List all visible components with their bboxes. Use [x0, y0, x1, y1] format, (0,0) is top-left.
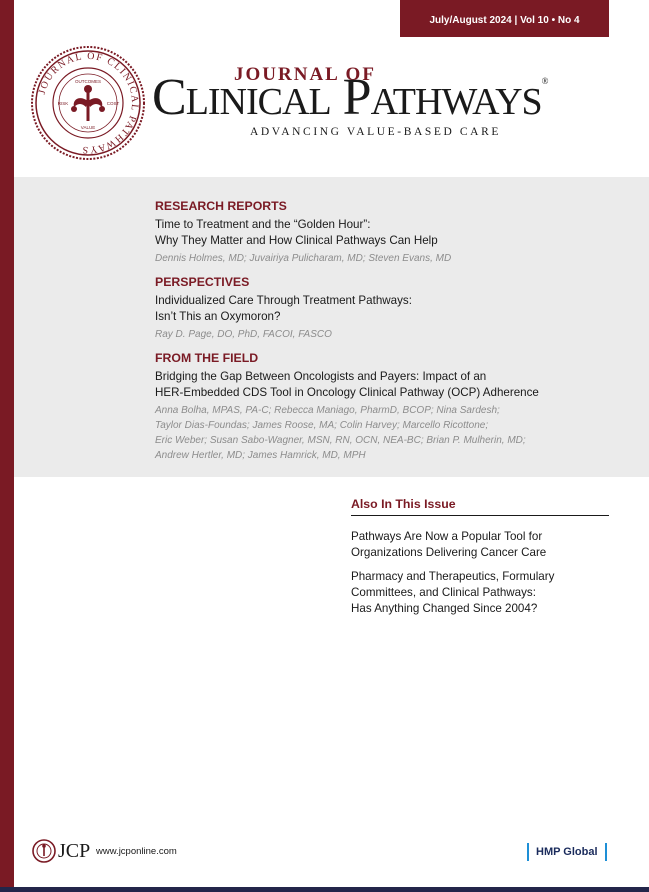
hmp-global-text: HMP Global	[536, 846, 598, 858]
toc-author-line: Anna Bolha, MPAS, PA-C; Rebecca Maniago, PharmD, BCOP; Nina Sardesh;	[155, 405, 500, 416]
seal-inner-bottom: VALUE	[80, 125, 96, 130]
toc-article-title-line[interactable]: Why They Matter and How Clinical Pathways Can Help	[155, 234, 438, 247]
also-article-line: Pathways Are Now a Popular Tool for	[351, 530, 543, 543]
spine-bar	[0, 0, 14, 892]
seal-ring-text: JOURNAL OF CLINICAL PATHWAYS	[36, 50, 141, 156]
toc-section	[155, 351, 615, 463]
seal-inner-left: RISK	[57, 101, 69, 106]
toc-article-title-line[interactable]: Individualized Care Through Treatment Pathways:	[155, 294, 412, 307]
toc-author-line: Eric Weber; Susan Sabo-Wagner, MSN, RN, OCN, NEA-BC; Brian P. Mulherin, MD;	[155, 435, 526, 446]
also-heading: Also In This Issue	[351, 497, 609, 516]
hmp-global-logo	[527, 842, 607, 862]
hmp-bar-right	[605, 843, 607, 861]
toc-section	[155, 275, 615, 342]
toc-authors	[155, 403, 615, 463]
masthead-title: CLINICAL PATHWAYS®	[152, 69, 548, 126]
masthead-journal-of: JOURNAL OF	[234, 64, 376, 85]
toc-authors	[155, 251, 615, 266]
toc-section-heading: RESEARCH REPORTS	[155, 199, 287, 213]
toc-article-title-line[interactable]: Bridging the Gap Between Oncologists and Payers: Impact of an	[155, 370, 487, 383]
toc-author-line: Dennis Holmes, MD; Juvairiya Pulicharam, MD; Steven Evans, MD	[155, 253, 452, 264]
toc-article-title-line[interactable]: HER-Embedded CDS Tool in Oncology Clinical Pathway (OCP) Adherence	[155, 386, 539, 399]
also-article-line: Organizations Delivering Cancer Care	[351, 546, 547, 559]
toc-author-line: Andrew Hertler, MD; James Hamrick, MD, MPH	[155, 450, 366, 461]
also-article-line: Committees, and Clinical Pathways:	[351, 586, 536, 599]
bottom-strip	[0, 887, 649, 892]
seal-inner-top: OUTCOMES	[74, 79, 102, 84]
toc-section	[155, 199, 615, 266]
toc-author-line: Ray D. Page, DO, PhD, FACOI, FASCO	[155, 329, 332, 340]
also-in-this-issue	[351, 497, 609, 625]
toc-author-line: Taylor Dias-Foundas; James Roose, MA; Colin Harvey; Marcello Ricottone;	[155, 420, 489, 431]
toc-section-heading: FROM THE FIELD	[155, 351, 259, 365]
toc-section-heading: PERSPECTIVES	[155, 275, 250, 289]
footer-url[interactable]: www.jcponline.com	[96, 846, 177, 857]
journal-seal-logo	[30, 45, 146, 161]
toc-authors	[155, 327, 615, 342]
table-of-contents	[155, 199, 615, 472]
toc-article-title-line[interactable]: Time to Treatment and the “Golden Hour”:	[155, 218, 371, 231]
also-article[interactable]	[351, 529, 609, 561]
also-article-line: Pharmacy and Therapeutics, Formulary	[351, 570, 555, 583]
footer-jcp-wordmark: JCP	[58, 840, 91, 862]
seal-emblem-icon	[71, 85, 105, 121]
also-article[interactable]	[351, 569, 609, 617]
jcp-seal-small-icon	[32, 839, 56, 863]
masthead-tagline: ADVANCING VALUE-BASED CARE	[250, 126, 501, 138]
seal-inner-right: COST	[106, 101, 120, 106]
hmp-bar-left	[527, 843, 529, 861]
toc-article-title-line[interactable]: Isn’t This an Oxymoron?	[155, 310, 281, 323]
issue-tab: July/August 2024 | Vol 10 • No 4	[400, 0, 609, 37]
also-article-line: Has Anything Changed Since 2004?	[351, 602, 538, 615]
